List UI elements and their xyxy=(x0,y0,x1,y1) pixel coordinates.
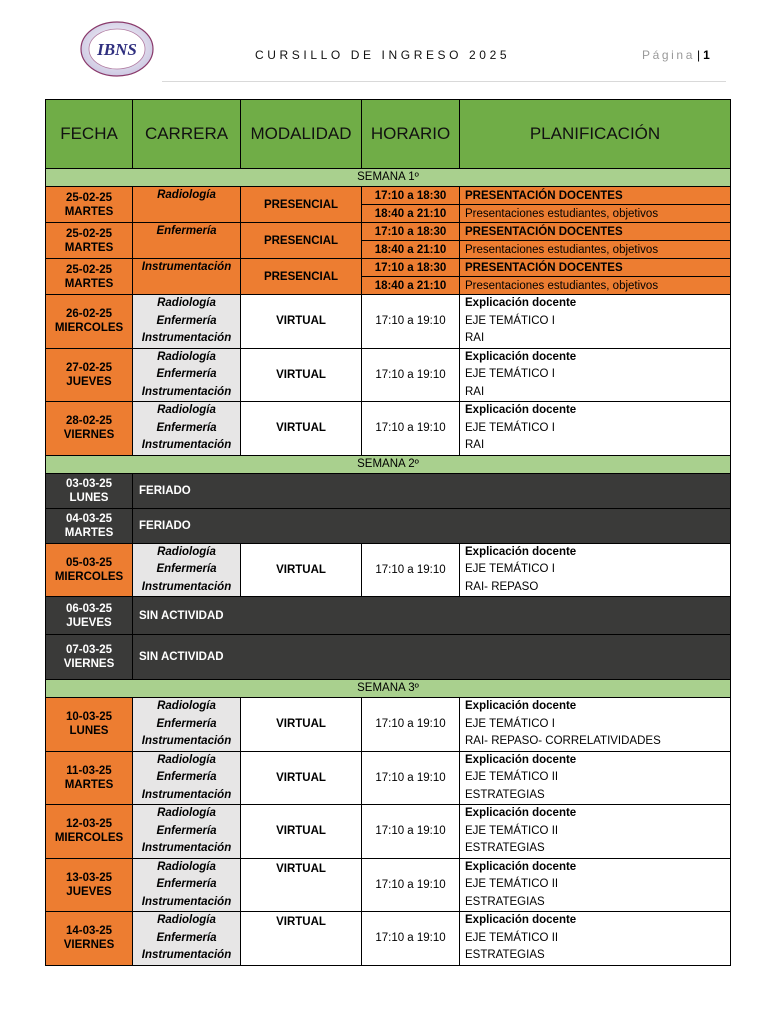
table-row xyxy=(46,698,731,752)
date-cell: 07-03-25 VIERNES xyxy=(46,635,133,680)
table-row xyxy=(46,912,731,966)
date-cell: 13-03-25 JUEVES xyxy=(46,858,133,912)
carrera-cell: Radiología Enfermería Instrumentación xyxy=(133,805,241,859)
table-row xyxy=(46,348,731,402)
date-cell: 11-03-25 MARTES xyxy=(46,751,133,805)
carrera-cell: Radiología Enfermería Instrumentación xyxy=(133,912,241,966)
planificacion-cell: Presentaciones estudiantes, objetivos xyxy=(460,241,731,259)
date-cell: 25-02-25 MARTES xyxy=(46,223,133,259)
planificacion-cell: Presentaciones estudiantes, objetivos xyxy=(460,205,731,223)
modalidad-cell: PRESENCIAL xyxy=(241,187,362,223)
modalidad-cell: VIRTUAL xyxy=(241,858,362,912)
horario-cell: 17:10 a 19:10 xyxy=(362,751,460,805)
table-row xyxy=(46,543,731,597)
planificacion-cell: Explicación docente EJE TEMÁTICO I RAI xyxy=(460,295,731,349)
planificacion-cell: Explicación docente EJE TEMÁTICO I RAI- REPASO- CORRELATIVIDADES xyxy=(460,698,731,752)
horario-cell: 17:10 a 19:10 xyxy=(362,348,460,402)
carrera-cell: Enfermería xyxy=(133,223,241,259)
week-label: SEMANA 3º xyxy=(46,680,731,698)
day-note: FERIADO xyxy=(133,508,731,543)
planificacion-cell: Explicación docente EJE TEMÁTICO I RAI- REPASO xyxy=(460,543,731,597)
modalidad-cell: PRESENCIAL xyxy=(241,223,362,259)
carrera-cell: Radiología Enfermería Instrumentación xyxy=(133,698,241,752)
page-label: Página xyxy=(642,48,695,62)
carrera-cell: Radiología xyxy=(133,187,241,223)
horario-cell: 17:10 a 19:10 xyxy=(362,912,460,966)
institute-logo xyxy=(78,20,156,78)
document-title: CURSILLO DE INGRESO 2025 xyxy=(255,48,511,62)
horario-cell: 18:40 a 21:10 xyxy=(362,205,460,223)
modalidad-cell: PRESENCIAL xyxy=(241,259,362,295)
horario-cell: 17:10 a 19:10 xyxy=(362,698,460,752)
day-note: SIN ACTIVIDAD xyxy=(133,635,731,680)
svg-text:IBNS: IBNS xyxy=(97,40,137,59)
week-row xyxy=(46,169,731,187)
carrera-cell: Radiología Enfermería Instrumentación xyxy=(133,543,241,597)
horario-cell: 17:10 a 19:10 xyxy=(362,805,460,859)
date-cell: 05-03-25 MIERCOLES xyxy=(46,543,133,597)
table-row xyxy=(46,858,731,912)
table-row xyxy=(46,402,731,456)
table-row xyxy=(46,295,731,349)
table-row xyxy=(46,805,731,859)
modalidad-cell: VIRTUAL xyxy=(241,698,362,752)
week-label: SEMANA 2º xyxy=(46,455,731,473)
column-header-modalidad: MODALIDAD xyxy=(241,100,362,169)
page-indicator xyxy=(642,48,710,62)
page-separator: | xyxy=(696,48,701,62)
date-cell: 25-02-25 MARTES xyxy=(46,187,133,223)
week-label: SEMANA 1º xyxy=(46,169,731,187)
planificacion-cell: Presentaciones estudiantes, objetivos xyxy=(460,277,731,295)
horario-cell: 17:10 a 19:10 xyxy=(362,543,460,597)
table-row xyxy=(46,597,731,635)
carrera-cell: Radiología Enfermería Instrumentación xyxy=(133,858,241,912)
column-header-horario: HORARIO xyxy=(362,100,460,169)
horario-cell: 17:10 a 19:10 xyxy=(362,295,460,349)
date-cell: 10-03-25 LUNES xyxy=(46,698,133,752)
horario-cell: 18:40 a 21:10 xyxy=(362,277,460,295)
day-note: FERIADO xyxy=(133,473,731,508)
column-header-carrera: CARRERA xyxy=(133,100,241,169)
date-cell: 12-03-25 MIERCOLES xyxy=(46,805,133,859)
day-note: SIN ACTIVIDAD xyxy=(133,597,731,635)
column-header-planificacion: PLANIFICACIÓN xyxy=(460,100,731,169)
date-cell: 14-03-25 VIERNES xyxy=(46,912,133,966)
table-row xyxy=(46,508,731,543)
planificacion-cell: Explicación docente EJE TEMÁTICO II ESTRATEGIAS xyxy=(460,912,731,966)
table-row xyxy=(46,751,731,805)
table-row xyxy=(46,635,731,680)
horario-cell: 17:10 a 19:10 xyxy=(362,858,460,912)
horario-cell: 17:10 a 19:10 xyxy=(362,402,460,456)
modalidad-cell: VIRTUAL xyxy=(241,348,362,402)
planificacion-cell: PRESENTACIÓN DOCENTES xyxy=(460,223,731,241)
planificacion-cell: Explicación docente EJE TEMÁTICO II ESTRATEGIAS xyxy=(460,805,731,859)
date-cell: 25-02-25 MARTES xyxy=(46,259,133,295)
table-row xyxy=(46,473,731,508)
carrera-cell: Radiología Enfermería Instrumentación xyxy=(133,295,241,349)
header-divider xyxy=(162,81,726,82)
planificacion-cell: Explicación docente EJE TEMÁTICO I RAI xyxy=(460,402,731,456)
horario-cell: 17:10 a 18:30 xyxy=(362,187,460,205)
modalidad-cell: VIRTUAL xyxy=(241,402,362,456)
date-cell: 26-02-25 MIERCOLES xyxy=(46,295,133,349)
schedule-table xyxy=(45,99,731,966)
date-cell: 06-03-25 JUEVES xyxy=(46,597,133,635)
date-cell: 27-02-25 JUEVES xyxy=(46,348,133,402)
week-row xyxy=(46,455,731,473)
carrera-cell: Radiología Enfermería Instrumentación xyxy=(133,402,241,456)
column-header-fecha: FECHA xyxy=(46,100,133,169)
horario-cell: 17:10 a 18:30 xyxy=(362,223,460,241)
carrera-cell: Radiología Enfermería Instrumentación xyxy=(133,751,241,805)
planificacion-cell: PRESENTACIÓN DOCENTES xyxy=(460,259,731,277)
planificacion-cell: Explicación docente EJE TEMÁTICO II ESTRATEGIAS xyxy=(460,751,731,805)
modalidad-cell: VIRTUAL xyxy=(241,543,362,597)
page-number: 1 xyxy=(703,48,710,62)
table-row xyxy=(46,259,731,277)
week-row xyxy=(46,680,731,698)
date-cell: 04-03-25 MARTES xyxy=(46,508,133,543)
planificacion-cell: Explicación docente EJE TEMÁTICO I RAI xyxy=(460,348,731,402)
modalidad-cell: VIRTUAL xyxy=(241,751,362,805)
planificacion-cell: PRESENTACIÓN DOCENTES xyxy=(460,187,731,205)
carrera-cell: Instrumentación xyxy=(133,259,241,295)
modalidad-cell: VIRTUAL xyxy=(241,295,362,349)
carrera-cell: Radiología Enfermería Instrumentación xyxy=(133,348,241,402)
page-header xyxy=(0,0,768,96)
modalidad-cell: VIRTUAL xyxy=(241,912,362,966)
date-cell: 28-02-25 VIERNES xyxy=(46,402,133,456)
table-header-row xyxy=(46,100,731,169)
modalidad-cell: VIRTUAL xyxy=(241,805,362,859)
horario-cell: 17:10 a 18:30 xyxy=(362,259,460,277)
table-row xyxy=(46,187,731,205)
horario-cell: 18:40 a 21:10 xyxy=(362,241,460,259)
date-cell: 03-03-25 LUNES xyxy=(46,473,133,508)
planificacion-cell: Explicación docente EJE TEMÁTICO II ESTRATEGIAS xyxy=(460,858,731,912)
table-row xyxy=(46,223,731,241)
